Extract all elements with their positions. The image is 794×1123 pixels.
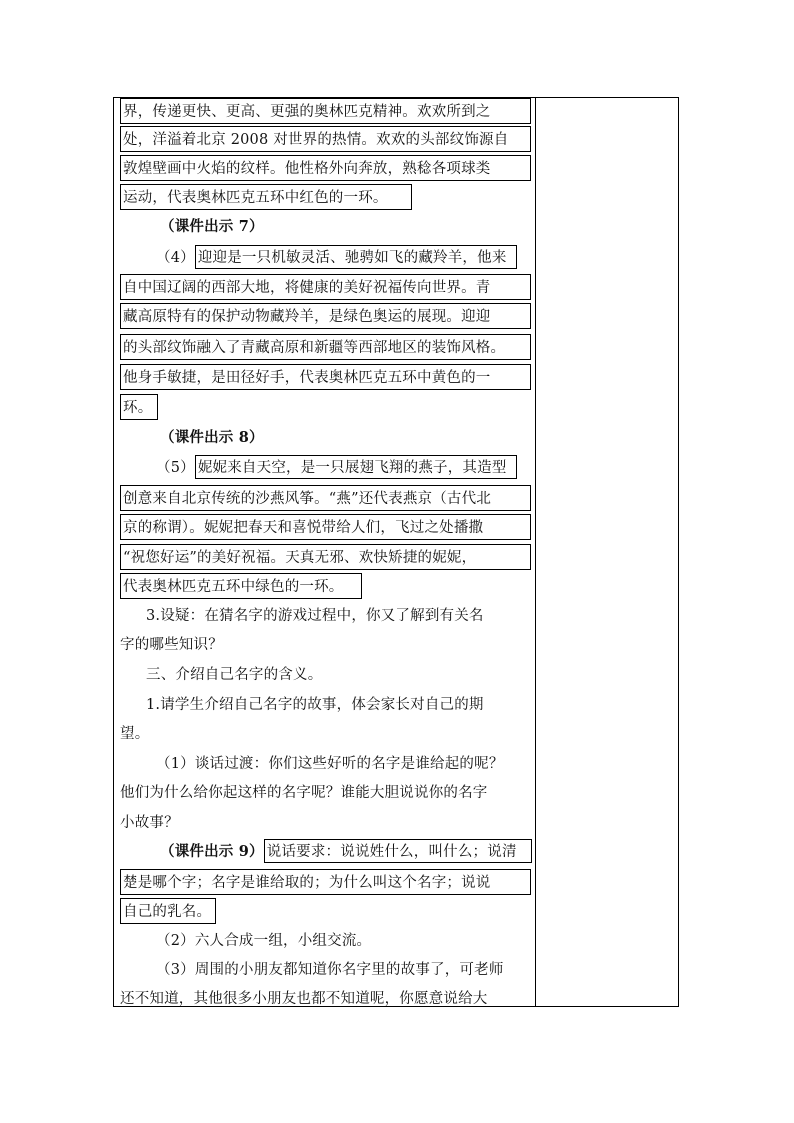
item-number-label: （5） (156, 460, 195, 476)
text-line: 还不知道，其他很多小朋友也都不知道呢，你愿意说给大 (120, 991, 488, 1007)
text-line: 他们为什么给你起这样的名字呢？谁能大胆说说你的名字 (120, 785, 488, 801)
text-line: 京的称谓）。妮妮把春天和喜悦带给人们，飞过之处播撒 (120, 514, 531, 540)
text-line: 自己的乳名。 (120, 898, 216, 924)
text-line: 代表奥林匹克五环中绿色的一环。 (120, 573, 362, 599)
item-number-label: （4） (156, 250, 195, 266)
text-line: 自中国辽阔的西部大地，将健康的美好祝福传向世界。青 (120, 274, 531, 300)
text-line: （1）谈话过渡：你们这些好听的名字是谁给起的呢？ (156, 756, 504, 772)
text-line: “祝您好运”的美好祝福。天真无邪、欢快矫捷的妮妮， (120, 544, 531, 570)
text-line: 的头部纹饰融入了青藏高原和新疆等西部地区的装饰风格。 (120, 334, 531, 360)
courseware-label: （课件出示 8） (160, 429, 264, 446)
text-line: 小故事？ (120, 815, 179, 831)
text-line: 环。 (120, 394, 158, 420)
courseware-label: （课件出示 9） (160, 843, 264, 860)
text-line: 楚是哪个字；名字是谁给取的；为什么叫这个名字；说说 (120, 869, 531, 895)
text-line: 运动，代表奥林匹克五环中红色的一环。 (120, 184, 412, 210)
text-line: （2）六人合成一组，小组交流。 (156, 933, 372, 949)
boxed-text: 迎迎是一只机敏灵活、驰骋如飞的藏羚羊，他来 (195, 245, 517, 269)
text-line: 处，洋溢着北京 2008 对世界的热情。欢欢的头部纹饰源自 (120, 126, 531, 152)
column-divider (535, 98, 536, 1006)
item-number (160, 839, 532, 865)
item-number (156, 455, 517, 481)
text-line: 他身手敏捷，是田径好手，代表奥林匹克五环中黄色的一 (120, 364, 531, 390)
text-line: 3.设疑：在猜名字的游戏过程中，你又了解到有关名 (146, 608, 484, 624)
section-heading: 三、介绍自己名字的含义。 (146, 667, 323, 683)
lesson-table (113, 97, 679, 1007)
text-line: 字的哪些知识？ (120, 637, 223, 653)
boxed-text: 说话要求：说说姓什么，叫什么；说清 (264, 839, 532, 863)
text-line: 1.请学生介绍自己名字的故事，体会家长对自己的期 (146, 697, 484, 713)
text-line: （3）周围的小朋友都知道你名字里的故事了，可老师 (156, 962, 504, 978)
text-line: 藏高原特有的保护动物藏羚羊，是绿色奥运的展现。迎迎 (120, 303, 531, 329)
text-line: 创意来自北京传统的沙燕风筝。“燕”还代表燕京（古代北 (120, 485, 531, 511)
boxed-text: 妮妮来自天空，是一只展翅飞翔的燕子，其造型 (195, 455, 517, 479)
text-line: 敦煌壁画中火焰的纹样。他性格外向奔放，熟稔各项球类 (120, 155, 531, 181)
item-number (156, 245, 517, 271)
text-line: 界，传递更快、更高、更强的奥林匹克精神。欢欢所到之 (120, 98, 531, 124)
text-line: 望。 (120, 726, 150, 742)
courseware-label: （课件出示 7） (160, 218, 264, 235)
